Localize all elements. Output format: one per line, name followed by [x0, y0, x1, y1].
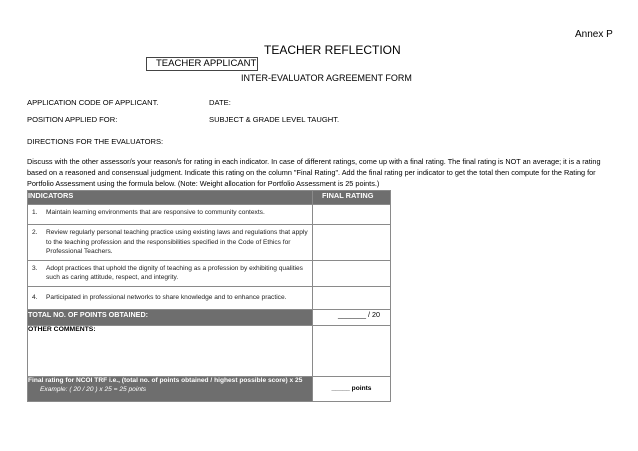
table-row	[28, 260, 391, 286]
comments-cell[interactable]	[313, 325, 391, 376]
directions-text: Discuss with the other assessor/s your reason/s for rating in each indicator. In case of different ratings, come up with a final rating. The final rating is NOT an average; it is a rating based on a reasoned and consensual judgment. Indicate this rating on the column "Final Rating". Add the final rating per indicator to get the total then compute for the Rating for Portfolio Assessment using the formula below. (Note: Weight allocation for Portfolio Assessment is 25 points.)	[27, 157, 601, 188]
table-row	[28, 205, 391, 225]
table-row	[28, 225, 391, 261]
date-field: DATE:	[209, 98, 231, 107]
final-rating-cell[interactable]	[313, 225, 391, 261]
indicator-number: 2.	[32, 229, 38, 236]
comments-label: OTHER COMMENTS:	[28, 325, 313, 376]
indicator-text: Maintain learning environments that are responsive to community contexts.	[46, 209, 265, 216]
total-score[interactable]: _______ / 20	[313, 309, 391, 325]
indicator-text: Participated in professional networks to share knowledge and to enhance practice.	[46, 293, 287, 301]
table-row	[28, 286, 391, 309]
directions-label: DIRECTIONS FOR THE EVALUATORS:	[27, 137, 164, 146]
indicator-number: 4.	[32, 293, 38, 301]
total-label: TOTAL NO. OF POINTS OBTAINED:	[28, 309, 313, 325]
indicator-text: Review regularly personal teaching practice using existing laws and regulations that apply to the teaching profession and the responsibilities specified in the Code of Ethics for Professional Teachers.	[46, 229, 308, 255]
final-formula-cell	[28, 376, 313, 401]
form-subtitle: INTER-EVALUATOR AGREEMENT FORM	[241, 73, 412, 83]
indicator-number: 3.	[32, 264, 38, 272]
final-rating-header: FINAL RATING	[313, 191, 391, 205]
final-rating-cell[interactable]	[313, 260, 391, 286]
applicant-box: TEACHER APPLICANT	[146, 57, 258, 71]
subject-field: SUBJECT & GRADE LEVEL TAUGHT.	[209, 115, 340, 124]
application-code-field: APPLICATION CODE OF APPLICANT.	[27, 98, 159, 107]
indicator-number: 1.	[32, 209, 38, 216]
final-rating-row	[28, 376, 391, 401]
final-points[interactable]: _____ points	[313, 376, 391, 401]
final-rating-cell[interactable]	[313, 286, 391, 309]
final-rating-cell[interactable]	[313, 205, 391, 225]
final-formula: Final rating for NCOI TRF i.e., (total no. of points obtained / highest possible score) x 25	[28, 376, 303, 384]
table-header-row	[28, 191, 391, 205]
annex-label: Annex P	[575, 29, 613, 40]
indicators-header: INDICATORS	[28, 191, 313, 205]
final-example: Example: ( 20 / 20 ) x 25 = 25 points	[40, 385, 147, 393]
page-title: TEACHER REFLECTION	[264, 43, 401, 57]
total-row	[28, 309, 391, 325]
comments-row	[28, 325, 391, 376]
position-field: POSITION APPLIED FOR:	[27, 115, 118, 124]
indicator-text: Adopt practices that uphold the dignity of teaching as a profession by exhibiting qualities such as caring attitude, respect, and integrity.	[46, 264, 303, 281]
rating-table	[27, 190, 391, 402]
